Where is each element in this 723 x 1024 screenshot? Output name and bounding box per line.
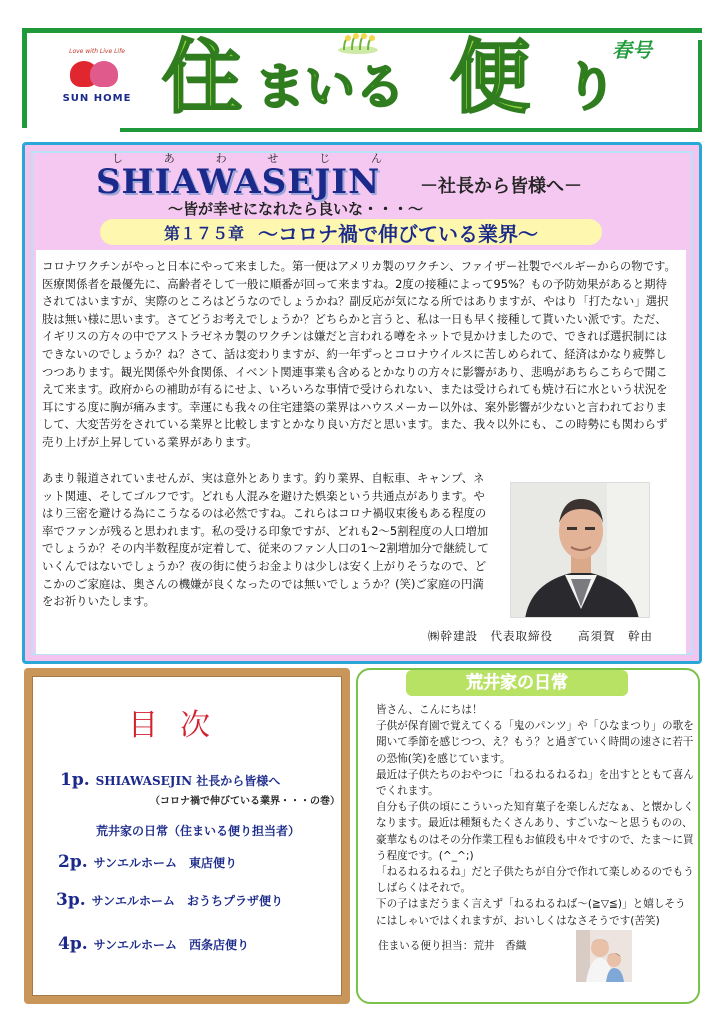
series-title: SHIAWASEJIN [96, 162, 381, 202]
toc-entry-3[interactable] [56, 890, 283, 910]
title-ri: り [565, 58, 618, 118]
arai-title: 荒井家の日常 [466, 673, 568, 693]
president-signature: ㈱幹建設 代表取締役 高須賀 幹由 [428, 629, 653, 643]
furigana-char: わ [215, 152, 227, 165]
toc-title: 目次 [128, 708, 232, 743]
toc-entry-1-subtitle: （コロナ禍で伸びている業界・・・の巻） [150, 796, 340, 807]
toc-entry-2[interactable] [58, 852, 237, 872]
toc-page-number: 3p. [56, 890, 86, 910]
child-image [576, 930, 632, 982]
arai-title-band [406, 670, 628, 696]
title-su: 住 [162, 31, 242, 124]
article-paragraph-2: あまり報道されていませんが、実は意外とあります。釣り業界、自転車、キャンプ、ネット関連、そしてゴルフです。どれも人混みを避けた娯楽という共通点があります。やはり三密を避ける為にこうなるのは必然ですね。これらはコロナ禍収束後もある程度の率でファンが残ると思われます。私の受ける印象ですが、どれも2～5割程度の人口増加でしょうか？その内半数程度が定着して、従来のファン人口の1～2割増加分で継続していくんではないでしょうか？夜の街に使うお金よりは少しは安く上がりそうなので、どこかのご家庭は、奥さんの機嫌が良くなったのでは無いでしょうか？(笑)ご家庭の円満をお祈りいたします。 [42, 471, 489, 609]
toc-page-number: 4p. [58, 934, 88, 954]
portrait-image [511, 483, 650, 618]
chapter-title: ～コロナ禍で伸びている業界～ [258, 221, 538, 246]
article-paragraph-1: コロナワクチンがやっと日本にやって来ました。第一便はアメリカ製のワクチン、ファイザー社製でベルギーからの物です。医療関係者を最優先に、高齢者そして一般に順番が回って来ますね。2度の接種によって95%？もの予防効果があると期待されてはいますが、実際のところはどうなのでしょうかね？副反応が気になる所ではありますが、やはり「打たない」選択肢は無い様に思います。さてどうお考えでしょうか？どちらかと言うと、私は一日も早く接種して貰いたい派です。ただ、イギリスの方々の中でアストラゼネカ製のワクチンは嫌だと言われる噂をネットで見かけましたので、できれば選択制にはできないのでしょうか？ね？さて、話は変わりますが、約一年ずっとコロナウイルスに苦しめられて、経済はかなり疲弊しつつあります。観光関係や外食関係、イベント関連事業も含めるとかなりの方々に影響があり、悲鳴があちらこちらで聞こえて来ます。政府からの補助が有るにせよ、いろいろな事情で受けられない、または受けられても焼け石に水という状況を耳にする度に胸が痛みます。幸運にも我々の住宅建築の業界はハウスメーカー以外は、案外影響が少ないと言われておりまして、大変苦労をされている業界と比較しますとかなり良い方だと思います。また、我々以外にも、この時勢にも関わらず売り上げが上昇している業界があります。 [42, 259, 676, 449]
toc-entry-text: SHIAWASEJIN 社長から皆様へ [95, 774, 281, 788]
furigana-char: し [112, 152, 123, 165]
president-portrait [510, 482, 650, 618]
heart-icon [52, 55, 142, 93]
toc-entry-text: サンエルホーム 西条店便り [93, 938, 250, 952]
logo-tagline: Love with Live Life [69, 48, 125, 55]
arai-signature: 住まいる便り担当：荒井 香織 [378, 940, 527, 952]
sunhome-logo [52, 48, 142, 118]
toc-entry-text: サンエルホーム おうちプラザ便り [91, 894, 284, 908]
toc-page-number: 1p. [60, 770, 90, 790]
heart-pink [90, 61, 118, 87]
furigana-char: あ [163, 152, 175, 165]
toc-entry-text: サンエルホーム 東店便り [93, 856, 238, 870]
sprout-icon [336, 32, 380, 54]
title-mairu: まいる [255, 58, 405, 116]
chapter-band [100, 219, 602, 245]
article-subtitle: ～皆が幸せになれたら良いな・・・～ [168, 200, 424, 218]
toc-page-number: 2p. [58, 852, 88, 872]
furigana-char: じ [319, 152, 331, 165]
toc-entry-arai[interactable]: 荒井家の日常（住まいる便り担当者） [96, 824, 301, 838]
toc-entry-4[interactable] [58, 934, 249, 954]
issue-label: 春号 [612, 38, 652, 62]
chapter-number: 第１７５章 [163, 223, 244, 243]
arai-body-text: 皆さん、こんにちは！ 子供が保育園で覚えてくる「鬼のパンツ」や「ひなまつり」の歌を聞いて季節を感じつつ、え？もう？と過ぎていく時間の速さに若干の恐怖(笑)を感じています。 最近は子供たちのおやつに「ねるねるねるね」を出すとともて喜んでくれます。 自分も子供の頃にこういった知育菓子を楽しんだなぁ、と懐かしくなります。最近は種類もたくさんあり、すごいな～と思うものの、豪華なものはその分作業工程もお値段も中々ですので、たま～に買う程度です。(^_^;) 「ねるねるねるね」だと子供たちが自分で作れて楽しめるのでもうしばらくはそれで。 下の子はまだうまく言えず「ねるねるねば～(≧▽≦)」と嬉しそうにはしゃいではくれますが、おいしくはなさそうです(苦笑) [376, 704, 694, 927]
toc-entry-1[interactable] [60, 770, 280, 790]
child-photo [576, 930, 632, 982]
logo-name: SUN HOME [62, 93, 132, 104]
title-ben: 便 [450, 31, 530, 124]
furigana-char: ん [370, 152, 382, 165]
furigana-char: せ [267, 152, 279, 165]
from-president-label: －社長から皆様へ－ [420, 176, 582, 197]
